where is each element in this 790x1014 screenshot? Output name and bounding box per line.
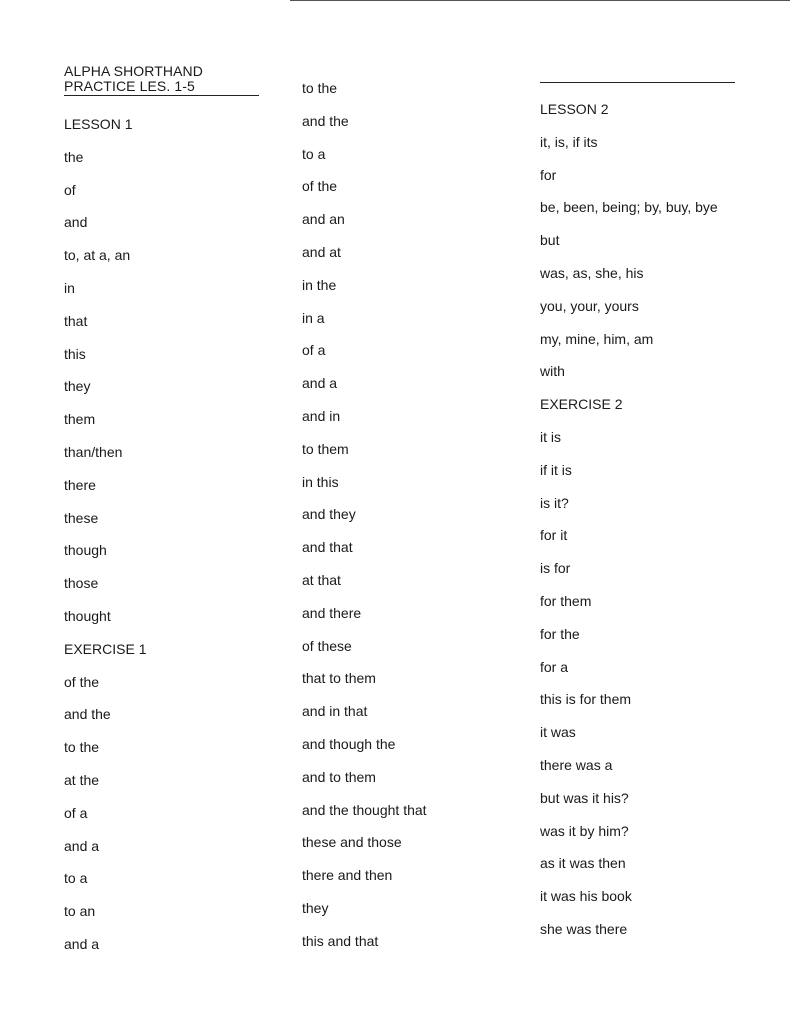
column-2-item: at that [302,572,341,588]
column-3-item: my, mine, him, am [540,330,654,347]
column-3-item: LESSON 2 [540,101,609,117]
column-1-item: of a [64,804,88,821]
column-3-item: for it [540,527,568,544]
column-2-item: and there [302,604,362,621]
column-3-item: was, as, she, his [540,265,644,281]
column-2-item: of these [302,637,352,654]
column-3-item: you, your, yours [540,297,639,314]
column-1-item: to, at a, an [64,247,131,264]
column-3-item: but [540,232,560,249]
column-3-item: for [540,166,557,183]
column-3-item: this is for them [540,691,632,708]
column-1-item: those [64,575,99,592]
column-1-item: to the [64,739,100,756]
column-3-item: EXERCISE 2 [540,396,623,413]
column-1-item: at the [64,772,100,788]
column-3-item: is it? [540,494,569,511]
column-2-item: in a [302,309,325,326]
column-2-item: of a [302,342,326,359]
title-line-1: ALPHA SHORTHAND [64,63,203,79]
column-2-item: and at [302,244,341,260]
column-2-item: to the [302,80,338,96]
column-2-item: and the [302,112,349,129]
column-2-item: these and those [302,834,402,851]
column-2-item: and though the [302,736,396,752]
column-3-item: for a [540,658,569,675]
column-3-item: she was there [540,921,628,937]
column-1-item: them [64,411,96,428]
column-2-item: to them [302,440,349,457]
worksheet-title [64,64,259,96]
column-3-item: but was it his? [540,789,629,806]
column-1-item: of the [64,673,100,690]
column-2-item: and to them [302,768,376,785]
column-1-item: EXERCISE 1 [64,640,147,657]
column-1-item: though [64,542,107,559]
column-2-item: and a [302,375,338,392]
column-2-item: and that [302,539,353,556]
column-2-item: and the thought that [302,801,427,818]
column-1-item: there [64,476,96,493]
column-3-item: it, is, if its [540,133,598,150]
column-3-item: as it was then [540,855,626,872]
column-3-item: with [540,363,565,380]
column-2-item: and they [302,506,356,523]
column-3-item: there was a [540,757,613,773]
column-1-item: and [64,214,88,231]
column-2-item: of the [302,178,338,195]
column-2-item: there and then [302,867,393,884]
column-1-item: the [64,148,84,165]
column-1-item: that [64,312,88,329]
column-3-item: it is [540,429,561,445]
column-1-item: LESSON 1 [64,116,133,132]
column-3-top-rule [540,82,735,83]
column-3-item: for the [540,625,580,642]
column-3-item: for them [540,593,592,609]
column-2-item: and an [302,211,345,228]
column-1-item: to a [64,870,88,887]
column-3-item: be, been, being; by, buy, bye [540,199,718,216]
column-3-item: is for [540,560,571,577]
column-1-item: in [64,280,75,296]
scan-top-edge-line [290,0,790,1]
column-2-item: to a [302,145,326,162]
column-1-item: of [64,181,76,198]
column-3-item: it was [540,724,576,741]
column-1-item: and a [64,837,100,854]
column-2-item: that to them [302,670,376,687]
column-3-item: it was his book [540,888,632,905]
column-2-item: and in [302,408,341,424]
column-1-item: and a [64,936,100,952]
column-1-item: thought [64,608,111,624]
column-2-item: this and that [302,932,379,949]
column-2-item: they [302,900,329,916]
column-1-item: to an [64,903,96,920]
column-2-item: in the [302,276,337,293]
column-2-item: in this [302,473,339,490]
column-1-item: this [64,345,86,362]
column-1-item: these [64,509,99,526]
title-line-2: PRACTICE LES. 1-5 [64,78,195,94]
column-3-item: was it by him? [540,822,629,839]
column-1-item: than/then [64,444,123,460]
column-3-item: if it is [540,461,572,478]
column-2-item: and in that [302,703,368,720]
column-1-item: and the [64,706,111,723]
column-1-item: they [64,378,91,395]
